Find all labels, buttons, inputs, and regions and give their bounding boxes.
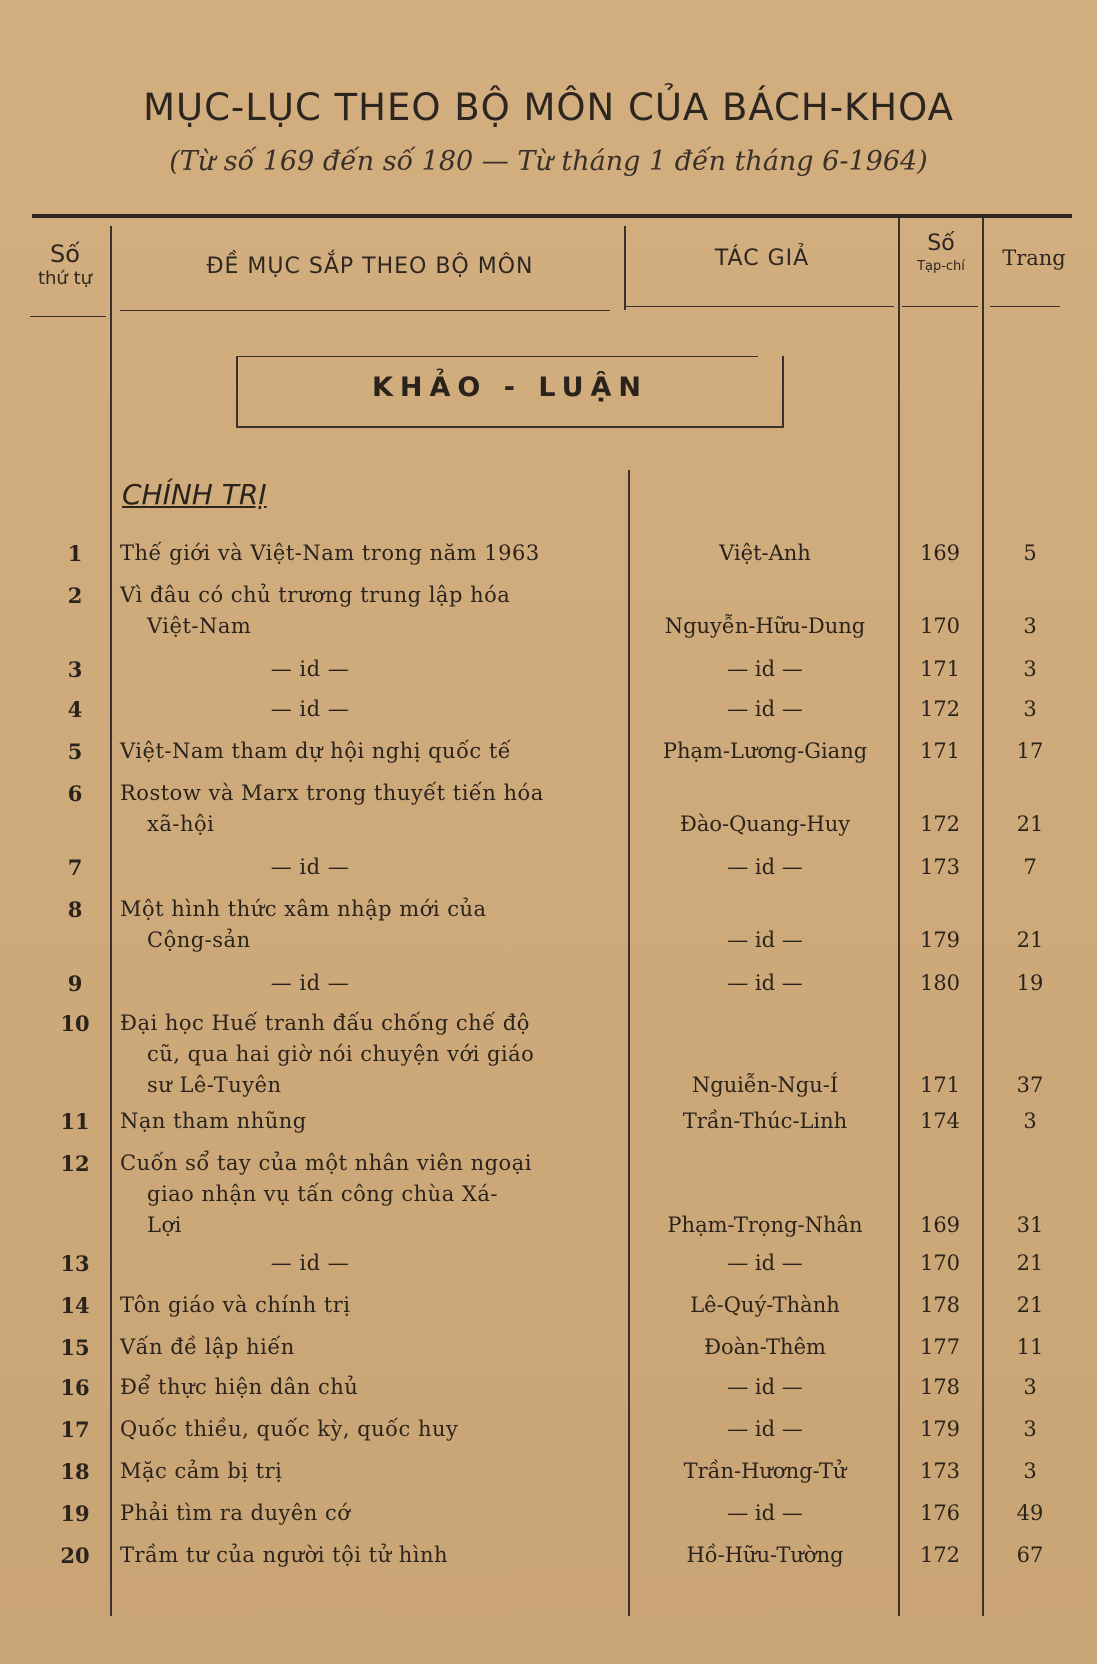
entry-title-line: Cuốn sổ tay của một nhân viên ngoại [120,1151,532,1175]
entry-issue: 178 [919,1293,961,1317]
section-title: KHẢO - LUẬN [371,372,649,403]
entry-title [120,1106,620,1137]
entry-page: 21 [1016,1251,1044,1275]
page-subtitle: (Từ số 169 đến số 180 — Từ tháng 1 đến tháng 6-1964) [169,146,928,177]
entry-title-line: — id — [270,971,350,995]
header-issue [900,230,982,276]
entry-title [120,1498,620,1529]
entry-title [120,1008,620,1101]
entry-author: — id — [727,657,803,681]
header-rule-issue [902,306,978,307]
entry-page: 3 [1023,657,1037,681]
entry-number: 17 [60,1417,90,1442]
entry-title-line: Trầm tư của người tội tử hình [120,1543,449,1567]
header-num-line2: thứ tự [37,268,93,289]
entry-page: 17 [1016,739,1044,763]
entry-number: 5 [67,739,83,764]
entry-title-line: — id — [270,697,350,721]
entry-title-line: Việt-Nam [147,614,252,638]
entry-page: 3 [1023,1459,1037,1483]
entry-number: 15 [60,1335,90,1360]
entry-number: 10 [60,1011,90,1036]
entry-issue: 170 [919,1251,961,1275]
entry-title [120,1148,620,1241]
entry-issue: 173 [919,1459,961,1483]
col-rule-issue [982,218,984,1616]
entry-title-line: Vì đâu có chủ trương trung lập hóa [120,583,511,607]
entry-issue: 171 [919,739,961,763]
header-num-line1: Số [50,240,80,268]
entry-title [120,1456,620,1487]
entry-page: 31 [1016,1213,1044,1237]
entry-issue: 177 [919,1335,961,1359]
entry-title [120,736,620,767]
header-title: ĐỀ MỤC SẮP THEO BỘ MÔN [206,254,534,279]
entry-issue: 172 [919,1543,961,1567]
page-title: MỤC-LỤC THEO BỘ MÔN CỦA BÁCH-KHOA [143,86,954,129]
entry-author: Trần-Thúc-Linh [682,1109,848,1133]
entry-issue: 180 [919,971,961,995]
col-rule-title-header [624,226,626,310]
entry-title-line: Cộng-sản [147,928,251,952]
entry-page: 67 [1016,1543,1044,1567]
entry-number: 3 [67,657,83,682]
entry-number: 6 [67,781,83,806]
entry-page: 3 [1023,697,1037,721]
section-box [236,356,784,428]
entry-issue: 176 [919,1501,961,1525]
entry-title [120,1248,620,1279]
entry-issue: 171 [919,1073,961,1097]
entry-number: 13 [60,1251,90,1276]
entry-author: — id — [727,1251,803,1275]
entry-title-line: giao nhận vụ tấn công chùa Xá- [147,1182,498,1206]
entry-page: 3 [1023,1417,1037,1441]
entry-title-line: Quốc thiều, quốc kỳ, quốc huy [120,1417,459,1441]
entry-author: Phạm-Lương-Giang [662,739,868,763]
entry-title-line: Nạn tham nhũng [120,1109,307,1133]
header-issue-line1: Số [927,231,955,256]
entry-page: 11 [1016,1335,1044,1359]
col-rule-author [898,218,900,1616]
entry-page: 37 [1016,1073,1044,1097]
entry-title [120,654,620,685]
entry-page: 3 [1023,614,1037,638]
entry-author: Lê-Quý-Thành [690,1293,840,1317]
entry-number: 7 [67,855,83,880]
entry-number: 20 [60,1543,90,1568]
entry-issue: 169 [919,541,961,565]
entry-issue: 171 [919,657,961,681]
entry-number: 12 [60,1151,90,1176]
entry-title-line: Rostow và Marx trong thuyết tiến hóa [120,781,544,805]
section-box-top-line [238,356,758,357]
entry-title [120,1540,620,1571]
entry-issue: 172 [919,812,961,836]
entry-title-line: — id — [270,855,350,879]
entry-title [120,580,620,642]
entry-title-line: Mặc cảm bị trị [120,1459,283,1483]
entry-page: 3 [1023,1109,1037,1133]
entry-title-line: Thế giới và Việt-Nam trong năm 1963 [120,541,540,565]
entry-title-line: sư Lê-Tuyên [147,1073,282,1097]
entry-title-line: cũ, qua hai giờ nói chuyện với giáo [147,1042,535,1066]
entry-issue: 173 [919,855,961,879]
entry-title [120,1332,620,1363]
entry-page: 7 [1023,855,1037,879]
entry-number: 9 [67,971,83,996]
entry-author: — id — [727,697,803,721]
entry-issue: 174 [919,1109,961,1133]
entry-number: 19 [60,1501,90,1526]
entry-author: — id — [727,971,803,995]
header-rule-num [30,316,106,317]
entry-page: 49 [1016,1501,1044,1525]
entry-title [120,1414,620,1445]
entry-title-line: Việt-Nam tham dự hội nghị quốc tế [120,739,512,763]
entry-title [120,894,620,956]
entry-title-line: Lợi [147,1213,182,1237]
entry-author: Đào-Quang-Huy [679,812,851,836]
entry-number: 2 [67,583,83,608]
entry-page: 5 [1023,541,1037,565]
entry-number: 1 [67,541,83,566]
entry-page: 21 [1016,928,1044,952]
entry-title [120,778,620,840]
entry-number: 18 [60,1459,90,1484]
entry-author: — id — [727,1375,803,1399]
header-author: TÁC GIẢ [714,246,810,271]
entry-page: 3 [1023,1375,1037,1399]
entry-author: — id — [727,928,803,952]
header-rule-author [626,306,894,307]
header-num [20,240,110,290]
entry-title-line: — id — [270,657,350,681]
header-rule-page [990,306,1060,307]
entry-author: Đoàn-Thêm [704,1335,826,1359]
entry-title [120,1372,620,1403]
header-rule-title [120,310,610,311]
entry-title [120,538,620,569]
entry-number: 8 [67,897,83,922]
entry-issue: 179 [919,1417,961,1441]
entry-author: Trần-Hương-Tử [683,1459,847,1483]
entry-number: 14 [60,1293,90,1318]
entry-issue: 170 [919,614,961,638]
entry-issue: 172 [919,697,961,721]
entry-page: 21 [1016,1293,1044,1317]
entry-page: 21 [1016,812,1044,836]
entry-title [120,1290,620,1321]
entry-title-line: Tôn giáo và chính trị [120,1293,351,1317]
entry-title-line: Một hình thức xâm nhập mới của [120,897,487,921]
entry-title [120,968,620,999]
entry-page: 19 [1016,971,1044,995]
entry-title-line: Đại học Huế tranh đấu chống chế độ [120,1011,530,1035]
entry-author: — id — [727,855,803,879]
entry-title-line: xã-hội [147,812,215,836]
entry-author: Nguyễn-Hữu-Dung [664,614,866,638]
entry-author: Nguiễn-Ngu-Í [691,1073,839,1097]
header-issue-line2: Tạp-chí [917,259,965,274]
header-page: Trang [1002,246,1066,270]
entry-author: Việt-Anh [719,541,811,565]
entry-author: Phạm-Trọng-Nhân [667,1213,863,1237]
entry-title-line: Để thực hiện dân chủ [120,1375,359,1399]
subsection-heading: CHÍNH TRỊ [122,478,267,511]
entry-author: Hồ-Hữu-Tường [686,1543,844,1567]
entry-title-line: Phải tìm ra duyên cớ [120,1501,351,1525]
entry-issue: 169 [919,1213,961,1237]
entry-number: 16 [60,1375,90,1400]
entry-title [120,852,620,883]
entry-number: 11 [60,1109,90,1134]
entry-title-line: — id — [270,1251,350,1275]
entry-title [120,694,620,725]
top-rule [32,214,1072,218]
entry-author: — id — [727,1417,803,1441]
entry-issue: 178 [919,1375,961,1399]
entry-number: 4 [67,697,83,722]
entry-issue: 179 [919,928,961,952]
entry-author: — id — [727,1501,803,1525]
entry-title-line: Vấn đề lập hiến [120,1335,295,1359]
